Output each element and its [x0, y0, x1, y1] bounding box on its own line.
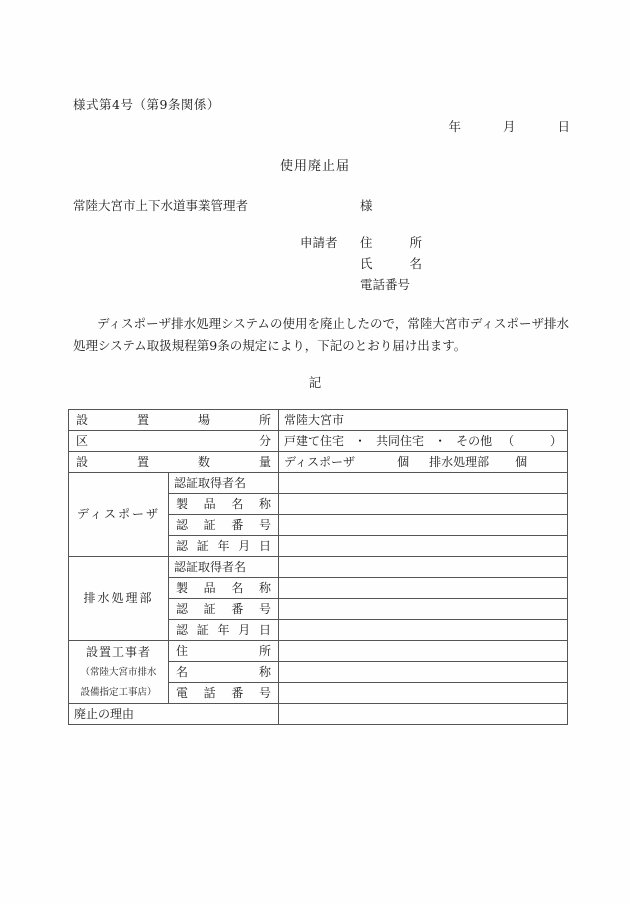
applicant-name-label: 氏名: [359, 256, 422, 271]
installer-name-label-cell: [169, 662, 279, 683]
table-row-place: [69, 410, 568, 431]
installer-note-line-1: （常陸大宮市排水: [80, 666, 157, 678]
disposer-cert-number-label-cell: [169, 515, 279, 536]
disposer-product-name-label: 製品名称: [176, 496, 272, 511]
disposer-cert-number-label: 認証番号: [176, 517, 272, 532]
installer-address-label: 住所: [176, 643, 272, 658]
installer-phone-label-cell: [169, 683, 279, 704]
table-row-quantity: [69, 452, 568, 473]
disposer-cert-date-label: 認証年月日: [176, 538, 272, 553]
treatment-cert-holder-label: 認証取得者名: [174, 559, 247, 574]
date-month: 月: [503, 119, 516, 134]
date-line: [0, 117, 570, 135]
treatment-cert-holder-value-cell[interactable]: [279, 557, 568, 578]
installer-name-value-cell[interactable]: [279, 662, 568, 683]
disposer-cert-number-value-cell[interactable]: [279, 515, 568, 536]
kubun-separator-2: ・: [434, 433, 447, 448]
treatment-cert-date-value-cell[interactable]: [279, 620, 568, 641]
treatment-product-name-label: 製品名称: [176, 580, 272, 595]
body-paragraph: [73, 313, 569, 357]
applicant-tag: 申請者: [300, 235, 338, 250]
disposer-product-name-label-cell: [169, 494, 279, 515]
document-title: 使用廃止届: [279, 159, 350, 174]
kubun-option-apartment[interactable]: 共同住宅: [376, 433, 425, 448]
quantity-unit-treatment: 個: [515, 454, 528, 469]
table-row-installer-address: [69, 641, 568, 662]
kubun-options: [284, 432, 562, 451]
kubun-label-cell: [69, 431, 279, 452]
addressee-honorific: 様: [360, 198, 373, 213]
treatment-group-label-cell: [69, 557, 169, 641]
applicant-name-row: [300, 253, 422, 274]
table-row-kubun: [69, 431, 568, 452]
treatment-group-label: 排水処理部: [83, 591, 154, 605]
addressee-name: 常陸大宮市上下水道事業管理者: [73, 198, 249, 213]
kubun-option-other[interactable]: その他: [456, 433, 493, 448]
place-label-cell: [69, 410, 279, 431]
place-value: 常陸大宮市: [284, 412, 345, 427]
applicant-phone-label: 電話番号: [359, 277, 410, 292]
treatment-cert-number-label: 認証番号: [176, 601, 272, 616]
applicant-block: [300, 232, 422, 295]
disposer-cert-holder-label: 認証取得者名: [174, 475, 247, 490]
disposer-cert-date-label-cell: [169, 536, 279, 557]
place-label: 設置場所: [76, 412, 272, 427]
table-row-treatment-cert-holder: [69, 557, 568, 578]
quantity-value-cell[interactable]: [279, 452, 568, 473]
treatment-cert-holder-label-cell: [169, 557, 279, 578]
disposer-cert-date-value-cell[interactable]: [279, 536, 568, 557]
reason-value-cell[interactable]: [279, 704, 568, 725]
quantity-item-treatment: 排水処理部: [429, 454, 490, 469]
form-table: [68, 409, 568, 725]
disposer-group-label: ディスポーザ: [76, 507, 161, 521]
installer-phone-value-cell[interactable]: [279, 683, 568, 704]
treatment-product-name-label-cell: [169, 578, 279, 599]
installer-note-line-2: 設備指定工事店）: [80, 686, 157, 698]
table-row-reason: [69, 704, 568, 725]
treatment-cert-number-value-cell[interactable]: [279, 599, 568, 620]
disposer-cert-holder-value-cell[interactable]: [279, 473, 568, 494]
applicant-address-label: 住所: [359, 235, 422, 250]
installer-group-label: 設置工事者: [85, 644, 151, 659]
treatment-cert-date-label: 認証年月日: [176, 622, 272, 637]
installer-name-label: 名称: [176, 664, 272, 679]
place-value-cell[interactable]: [279, 410, 568, 431]
table-row-disposer-cert-holder: [69, 473, 568, 494]
form-number: 様式第4号（第9条関係）: [73, 97, 220, 112]
treatment-cert-date-label-cell: [169, 620, 279, 641]
disposer-product-name-value-cell[interactable]: [279, 494, 568, 515]
applicant-address-row: [300, 232, 422, 253]
disposer-group-label-cell: [69, 473, 169, 557]
kubun-paren-close: ）: [549, 433, 562, 448]
kubun-option-list: [284, 432, 514, 451]
installer-phone-label: 電話番号: [176, 685, 272, 700]
quantity-item-disposer: ディスポーザ: [284, 454, 356, 469]
ki-marker: 記: [308, 375, 322, 390]
kubun-value-cell[interactable]: [279, 431, 568, 452]
body-text: ディスポーザ排水処理システムの使用を廃止したので，常陸大宮市ディスポーザ排水処理システム取扱規程第9条の規定により，下記のとおり届け出ます。: [73, 316, 569, 353]
kubun-separator-1: ・: [354, 433, 367, 448]
date-year: 年: [448, 119, 462, 134]
treatment-product-name-value-cell[interactable]: [279, 578, 568, 599]
kubun-paren-open: （: [502, 433, 515, 448]
kubun-option-detached-house[interactable]: 戸建て住宅: [284, 433, 345, 448]
treatment-cert-number-label-cell: [169, 599, 279, 620]
installer-address-value-cell[interactable]: [279, 641, 568, 662]
reason-label-cell: [69, 704, 279, 725]
reason-label: 廃止の理由: [74, 706, 135, 721]
kubun-label: 区分: [76, 433, 272, 448]
addressee: [73, 196, 373, 214]
quantity-label-cell: [69, 452, 279, 473]
quantity-label: 設置数量: [76, 454, 272, 469]
disposer-cert-holder-label-cell: [169, 473, 279, 494]
date-day: 日: [557, 119, 570, 134]
applicant-phone-row: [300, 274, 422, 295]
installer-address-label-cell: [169, 641, 279, 662]
quantity-unit-disposer: 個: [397, 454, 410, 469]
installer-group-label-cell: [69, 641, 169, 704]
